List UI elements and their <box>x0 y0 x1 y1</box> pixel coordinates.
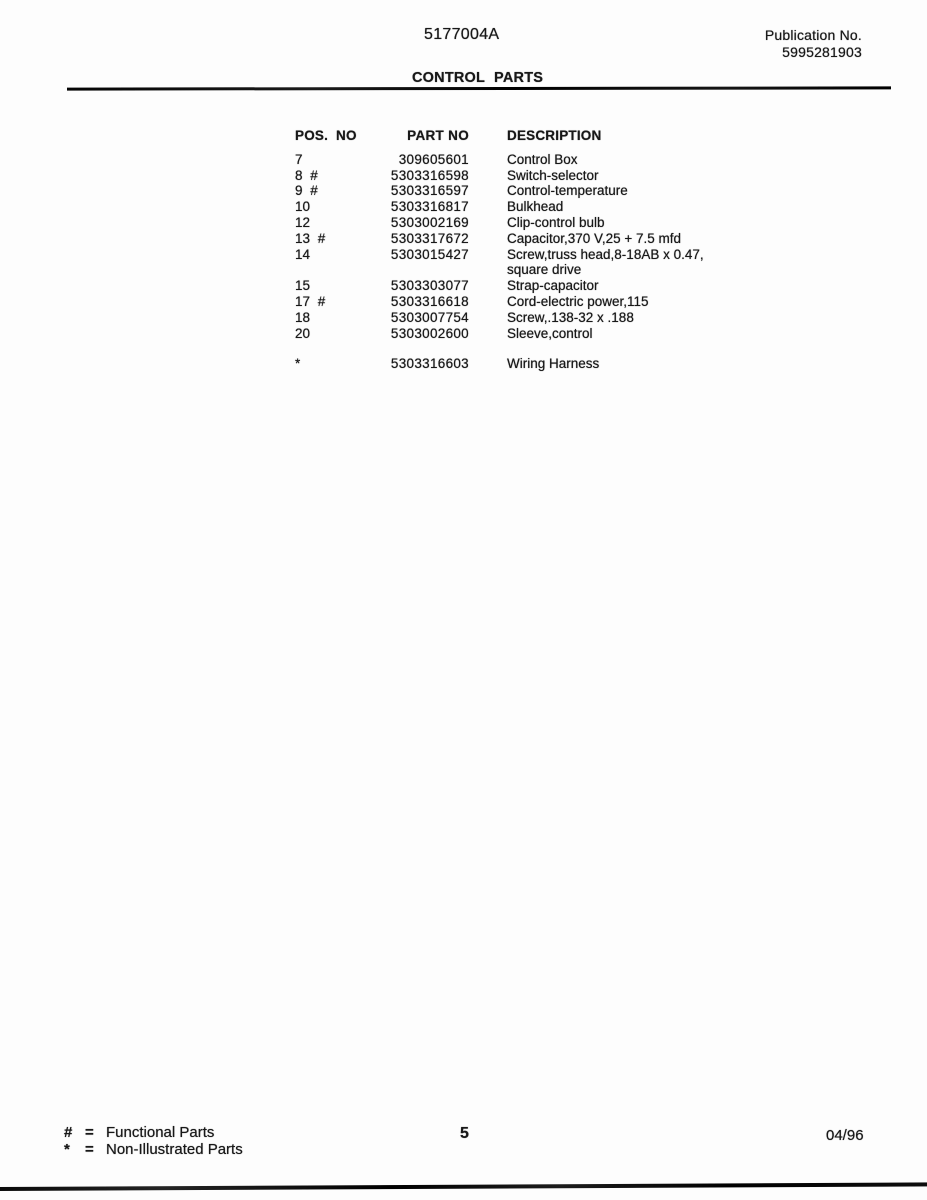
part-no-cell: 5303316597 <box>390 183 469 199</box>
legend-item <box>64 1124 243 1141</box>
description-cell <box>469 247 765 279</box>
description-line: square drive <box>507 262 582 278</box>
table-header-row <box>295 128 765 144</box>
description-cell <box>469 294 765 310</box>
part-no-cell: 5303007754 <box>390 309 469 325</box>
description-cell <box>469 199 765 215</box>
pos-no-cell: 20 <box>295 325 311 341</box>
table-row <box>295 183 765 199</box>
section-title: CONTROL PARTS <box>412 70 544 86</box>
description-line: Bulkhead <box>507 199 564 215</box>
table-body <box>295 152 765 372</box>
part-no-cell: 5303316598 <box>390 167 469 183</box>
table-row <box>295 278 765 294</box>
publication-number: 5995281903 <box>782 44 862 60</box>
description-cell <box>469 278 765 294</box>
description-line: Cord-electric power,115 <box>507 293 649 309</box>
description-cell <box>469 326 765 342</box>
legend-equals: = <box>85 1141 94 1158</box>
part-no-cell: 5303317672 <box>390 230 469 246</box>
legend-item <box>64 1141 243 1158</box>
description-line: Strap-capacitor <box>507 278 599 294</box>
description-cell <box>469 310 765 326</box>
column-header-pos-no: POS. NO <box>295 128 357 143</box>
description-line: Screw,.138-32 x .188 <box>507 309 634 325</box>
legend-equals: = <box>85 1124 94 1141</box>
table-row <box>295 326 765 342</box>
pos-no-cell: 12 <box>295 214 311 230</box>
parts-table <box>295 128 765 372</box>
table-row <box>295 247 765 279</box>
description-line: Control Box <box>507 151 578 167</box>
column-header-description: DESCRIPTION <box>507 128 602 143</box>
table-row <box>295 215 765 231</box>
pos-no-cell: 14 <box>295 246 311 262</box>
pos-no-cell: 18 <box>295 309 311 325</box>
description-line: Clip-control bulb <box>507 214 605 230</box>
part-no-cell: 5303303077 <box>390 278 469 294</box>
legend-label: Functional Parts <box>106 1124 215 1141</box>
document-number: 5177004A <box>424 26 500 43</box>
part-no-cell: 5303316603 <box>390 356 469 372</box>
bottom-scan-line <box>0 1182 927 1190</box>
description-cell <box>469 183 765 199</box>
description-cell <box>469 231 765 247</box>
description-line: Wiring Harness <box>507 356 600 372</box>
column-header-part-no: PART NO <box>407 128 469 143</box>
description-line: Capacitor,370 V,25 + 7.5 mfd <box>507 230 681 246</box>
part-no-cell: 5303002600 <box>390 325 469 341</box>
part-no-cell: 5303002169 <box>390 214 469 230</box>
legend-label: Non-Illustrated Parts <box>106 1141 243 1158</box>
table-row <box>295 231 765 247</box>
table-row <box>295 168 765 184</box>
table-row <box>295 152 765 168</box>
part-no-cell: 5303316618 <box>390 293 469 309</box>
pos-no-cell: 15 <box>295 278 311 294</box>
pos-no-cell: 10 <box>295 199 311 215</box>
table-row <box>295 310 765 326</box>
publication-block <box>765 27 862 61</box>
pos-no-cell: 13 # <box>295 230 326 246</box>
pos-no-cell: 9 # <box>295 183 318 199</box>
pos-no-cell: 7 <box>295 151 303 167</box>
pos-no-cell: 8 # <box>295 167 318 183</box>
table-row <box>295 294 765 310</box>
legend-symbol: * <box>64 1141 70 1158</box>
pos-no-cell: * <box>295 356 301 372</box>
page-number: 5 <box>460 1125 469 1142</box>
description-cell <box>469 215 765 231</box>
description-line: Screw,truss head,8-18AB x 0.47, <box>507 246 704 262</box>
part-no-cell: 5303015427 <box>390 246 469 262</box>
publication-label: Publication No. <box>764 27 862 43</box>
header-rule <box>67 86 891 90</box>
description-cell <box>469 152 765 168</box>
description-line: Switch-selector <box>507 167 599 183</box>
description-line: Sleeve,control <box>507 325 593 341</box>
footer-date: 04/96 <box>826 1127 864 1144</box>
footer-legend <box>64 1124 243 1158</box>
description-cell <box>469 356 765 372</box>
table-row <box>295 199 765 215</box>
pos-no-cell: 17 # <box>295 293 326 309</box>
description-cell <box>469 168 765 184</box>
part-no-cell: 5303316817 <box>390 199 469 215</box>
description-line: Control-temperature <box>507 183 628 199</box>
table-row <box>295 356 765 372</box>
legend-symbol: # <box>64 1124 73 1141</box>
part-no-cell: 309605601 <box>398 151 469 167</box>
